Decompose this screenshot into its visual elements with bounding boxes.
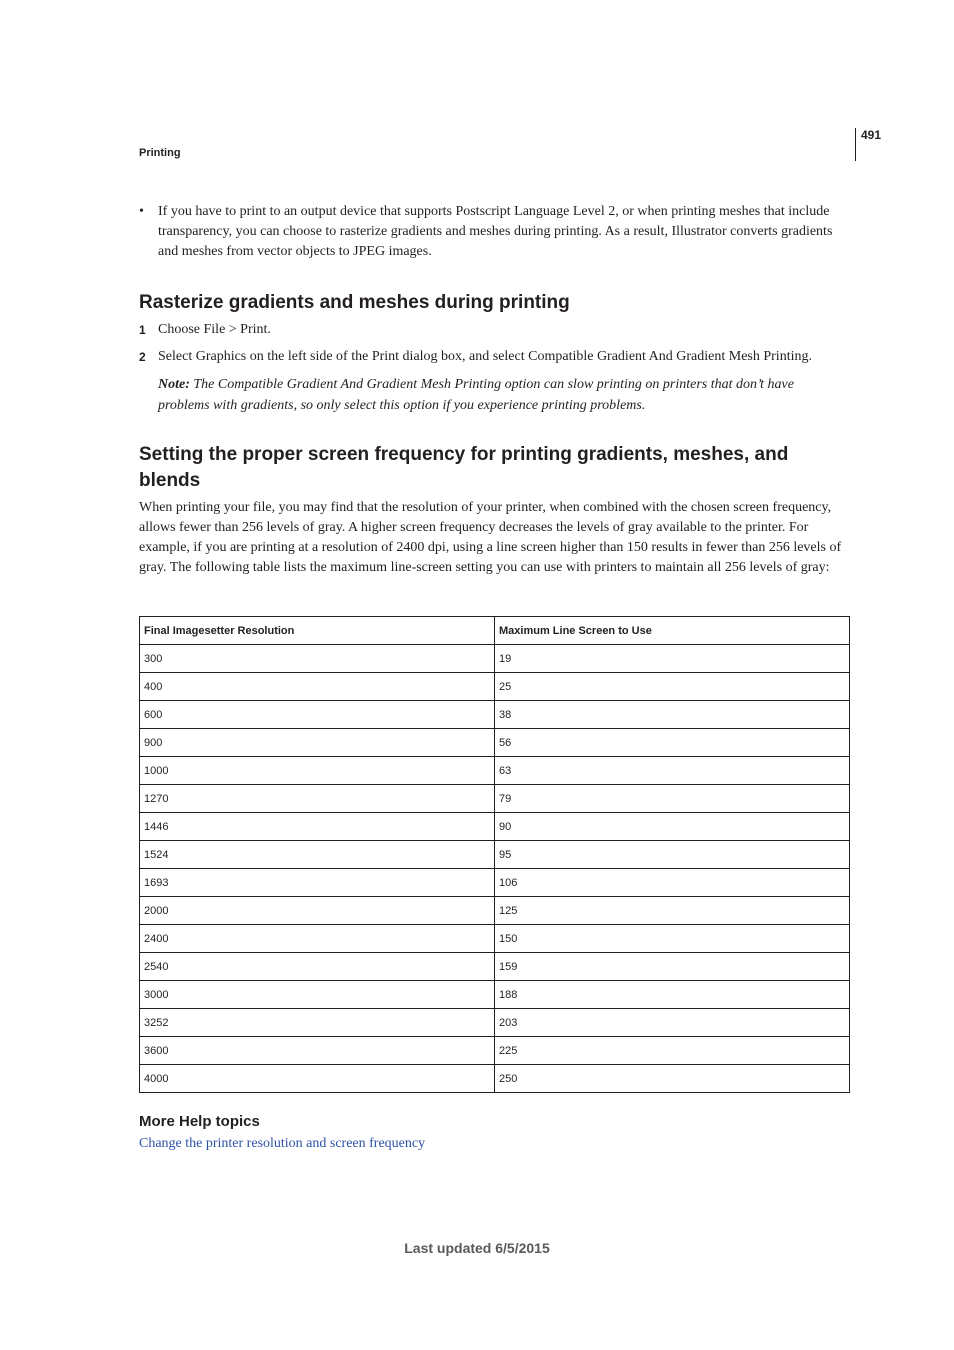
- note: [158, 374, 848, 416]
- line-screen-cell: 150: [495, 925, 850, 953]
- table-row: [140, 953, 850, 981]
- resolution-cell: 900: [140, 729, 495, 757]
- resolution-cell: 1693: [140, 869, 495, 897]
- line-screen-cell: 79: [495, 785, 850, 813]
- resolution-cell: 300: [140, 645, 495, 673]
- footer-last-updated: Last updated 6/5/2015: [404, 1240, 550, 1256]
- table-row: [140, 813, 850, 841]
- line-screen-cell: 95: [495, 841, 850, 869]
- step-number: 1: [139, 323, 146, 337]
- line-screen-cell: 63: [495, 757, 850, 785]
- bullet-marker: •: [139, 204, 144, 219]
- table-row: [140, 869, 850, 897]
- resolution-cell: 1524: [140, 841, 495, 869]
- step-text: Select Graphics on the left side of the Print dialog box, and select Compatible Gradient And Gradient Mesh Printing.: [158, 349, 812, 364]
- column-header: Final Imagesetter Resolution: [140, 617, 495, 645]
- heading-screen-frequency: Setting the proper screen frequency for printing gradients, meshes, and blends: [139, 444, 789, 491]
- table-row: [140, 897, 850, 925]
- resolution-cell: 3000: [140, 981, 495, 1009]
- line-screen-cell: 250: [495, 1065, 850, 1093]
- table-row: [140, 1065, 850, 1093]
- line-screen-cell: 125: [495, 897, 850, 925]
- more-help-title: More Help topics: [139, 1113, 260, 1130]
- bullet-text: If you have to print to an output device that supports Postscript Language Level 2, or when printing meshes that include transparency, you can choose to rasterize gradients and meshes during printing. As a result, Illustrator converts gradients and meshes from vector objects to JPEG images.: [158, 204, 833, 259]
- step-2: [139, 347, 859, 367]
- resolution-cell: 400: [140, 673, 495, 701]
- page-number: 491: [861, 128, 882, 142]
- table-row: [140, 1009, 850, 1037]
- resolution-cell: 2000: [140, 897, 495, 925]
- table-row: [140, 841, 850, 869]
- step-1: [139, 320, 859, 340]
- table-row: [140, 981, 850, 1009]
- resolution-cell: 1446: [140, 813, 495, 841]
- note-text: The Compatible Gradient And Gradient Mesh Printing option can slow printing on printers that don’t have problems with gradients, so only select this option if you experience printing problems.: [158, 377, 794, 413]
- table-row: [140, 1037, 850, 1065]
- running-head: Printing: [139, 147, 181, 159]
- table-row: [140, 729, 850, 757]
- resolution-cell: 3600: [140, 1037, 495, 1065]
- table-row: [140, 645, 850, 673]
- line-screen-cell: 19: [495, 645, 850, 673]
- table-row: [140, 925, 850, 953]
- line-screen-cell: 106: [495, 869, 850, 897]
- line-screen-cell: 90: [495, 813, 850, 841]
- table-row: [140, 785, 850, 813]
- line-screen-cell: 188: [495, 981, 850, 1009]
- resolution-cell: 4000: [140, 1065, 495, 1093]
- line-screen-cell: 56: [495, 729, 850, 757]
- table-row: [140, 701, 850, 729]
- note-label: Note:: [158, 377, 190, 392]
- help-link[interactable]: Change the printer resolution and screen frequency: [139, 1136, 426, 1151]
- table-row: [140, 673, 850, 701]
- step-number: 2: [139, 350, 146, 364]
- table-row: [140, 757, 850, 785]
- step-text: Choose File > Print.: [158, 322, 271, 337]
- column-header: Maximum Line Screen to Use: [495, 617, 850, 645]
- line-screen-cell: 38: [495, 701, 850, 729]
- resolution-cell: 1270: [140, 785, 495, 813]
- resolution-cell: 2540: [140, 953, 495, 981]
- resolution-table: [139, 616, 850, 1093]
- line-screen-cell: 159: [495, 953, 850, 981]
- table-header-row: [140, 617, 850, 645]
- intro-paragraph: When printing your file, you may find that the resolution of your printer, when combined with the chosen screen frequency, allows fewer than 256 levels of gray. A higher screen frequency decreases the levels of gray available to the printer. For example, if you are printing at a resolution of 2400 dpi, using a line screen higher than 150 results in fewer than 256 levels of gray. The following table lists the maximum line-screen setting you can use with printers to maintain all 256 levels of gray:: [139, 500, 842, 575]
- line-screen-cell: 225: [495, 1037, 850, 1065]
- resolution-cell: 2400: [140, 925, 495, 953]
- bullet-item: [139, 202, 854, 262]
- line-screen-cell: 25: [495, 673, 850, 701]
- resolution-cell: 3252: [140, 1009, 495, 1037]
- resolution-cell: 600: [140, 701, 495, 729]
- heading-rasterize: Rasterize gradients and meshes during printing: [139, 292, 570, 313]
- resolution-cell: 1000: [140, 757, 495, 785]
- header-divider: [855, 128, 856, 161]
- line-screen-cell: 203: [495, 1009, 850, 1037]
